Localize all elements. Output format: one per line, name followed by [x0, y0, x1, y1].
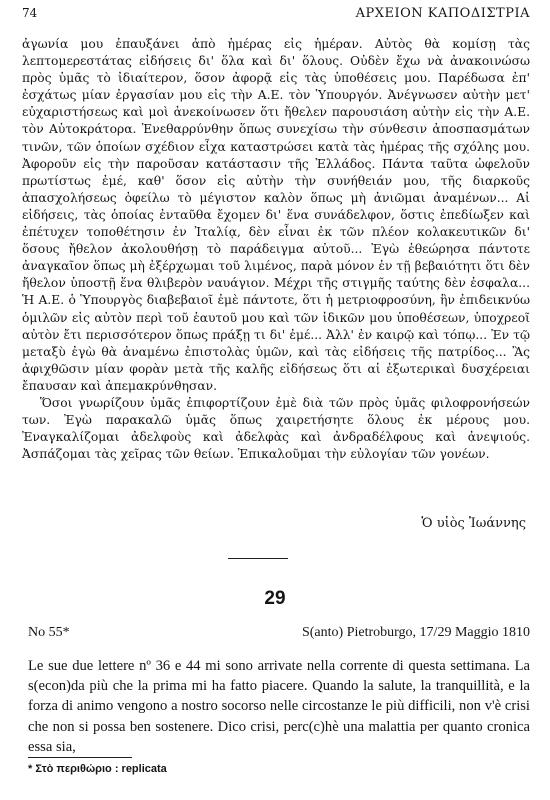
letter-number: No 55* — [28, 625, 70, 640]
letter-place-date: S(anto) Pietroburgo, 17/29 Maggio 1810 — [301, 625, 530, 640]
italian-paragraph: Le sue due lettere nº 36 e 44 mi sono arrivate nella corrente di questa settimana. La s(econ)da più che la prima mi ha fatto piacere. Quando la salute, la tranquillità, e la forza di animo vengono a nostro socorso nelle circostanze le più difficili, non v'è crisi che non si possa ben sostenere. Dico crisi, perc(c)hè una malattia per quanto cronica essa sia, — [28, 658, 530, 755]
greek-paragraph: Ὅσοι γνωρίζουν ὑμᾶς ἐπιφορτίζουν ἐμὲ διὰ τῶν πρὸς ὑμᾶς φιλοφρονήσεών των. Ἐγὼ παρακαλῶ ὑμᾶς ὅπως χαιρετήσητε ὅλους ἐκ μέρους μου. Ἐναγκαλίζομαι ἀδελφοὺς καὶ ἀδελφὰς καὶ ἀνδραδέλφους καὶ ἀνεψιούς. Ἀσπάζομαι τὰς χεῖρας τῶν θείων. Ἐπικαλοῦμαι τὴν εὐλογίαν τῶν γονέων. — [22, 395, 530, 462]
page-number: 74 — [22, 6, 38, 20]
document-number: 29 — [264, 588, 286, 609]
footnote: * Στὸ περιθώριο : replicata — [28, 763, 167, 775]
running-head: ΑΡΧΕΙΟΝ ΚΑΠΟΔΙΣΤΡΙΑ — [355, 6, 530, 21]
footnote-rule — [28, 757, 132, 758]
italian-letter-body — [28, 656, 530, 757]
page-header — [22, 6, 530, 24]
greek-paragraph: ἀγωνία μου ἐπαυξάνει ἀπὸ ἡμέρας εἰς ἡμέραν. Αὐτὸς θὰ κομίσῃ τὰς λεπτομερεστάτας εἰδήσεις δι' ὅλα καὶ δι' ὅλους. Οὐδὲν ἔχω νὰ ἀνακοινώσω πρὸς ὑμᾶς τὸ ἰδιαίτερον, ὅσον ἀφορᾷ εἰς τὰς ὑποθέσεις μου. Παρέδωσα ἐπ' ἐσχάτως μίαν ἐργασίαν μου εἰς τὴν Α.Ε. τὸν Ὑπουργόν. Ἀνέγνωσεν αὐτὴν μετ' εὐχαριστήσεως καὶ μοὶ ἀνεκοίνωσεν ὅτι ἤθελεν παρουσιάση αὐτὴν εἰς τὴν Α.Ε. τὸν Αὐτοκράτορα. Ἐνεθαρρύνθην ὅπως συνεχίσω τὴν σύνθεσιν ἀποσπασμάτων τινῶν, τῶν ὁποίων σχέδιον εἶχα καταστρώσει κατὰ τὰς ἡμέρας τῆς σχόλης μου. Ἀφοροῦν εἰς τὴν παροῦσαν κατάστασιν τῆς Ἑλλάδος. Πάντα ταῦτα ὠφελοῦν πρωτίστως ἐμέ, καθ' ὅσον εἰς αὐτὴν τὴν συνήθειάν μου, τῆς διαρκοῦς ἀπασχολήσεως ὀφείλω τὸ μέγιστον καλὸν ὅπως μὴ ἀνιῶμαι ἀναμένων... Αἱ εἰδήσεις, τὰς ὁποίας ἐνταῦθα ἔχομεν δι' ἕνα συνάδελφον, ὅστις ἐπεδίωξεν καὶ ἐπέτυχεν τοποθέτησιν ἐν Ἰταλίᾳ, δὲν εἶναι ἐκ τῶν πλέον κολακευτικῶν δι' ὅσους ἤθελον ἀκολουθήσῃ τὸ παράδειγμα αὐτοῦ... Ἐγὼ ἐθεώρησα πάντοτε ἀναγκαῖον ὅπως μὴ ἐξέρχωμαι τοῦ λιμένος, παρὰ μόνον ἐν τῇ βεβαιότητι ὅτι δὲν ἤθελον ὑποστῇ ἕνα θλιβερὸν ναυάγιον. Μέχρι τῆς στιγμῆς ταύτης δὲν ἐσφαλα... Ἡ Α.Ε. ὁ Ὑπουργὸς διαβεβαιοῖ ἐμὲ πάντοτε, ὅτι ἡ μετριοφροσύνη, ἣν ἐπιδεικνύω ὁμιλῶν εἰς αὐτὸν περὶ τοῦ ἑαυτοῦ μου καὶ τῶν ἰδικῶν μου ὑποθέσεων, ὑποχρεοῖ αὐτὸν ἔτι περισσότερον ὅπως πράξῃ τι δι' ἐμέ... Ἀλλ' ἐν καιρῷ καὶ τόπῳ... Ἐν τῷ μεταξὺ ἐγὼ θὰ ἀναμένω ἐπιστολὰς ὑμῶν, καὶ τὰς εἰδήσεις τῆς πατρίδος... Ἂς ἀφιχθῶσιν μίαν φορὰν μετὰ τῆς καλῆς εἰδήσεως ὅτι αἱ ἐξωτερικαὶ δυσχέρειαι ἔπαυσαν καὶ ἀπεμακρύνθησαν. — [22, 37, 530, 393]
signature: Ὁ υἱὸς Ἰωάννης — [421, 516, 526, 531]
greek-letter-body — [22, 36, 530, 463]
section-divider — [228, 558, 288, 559]
